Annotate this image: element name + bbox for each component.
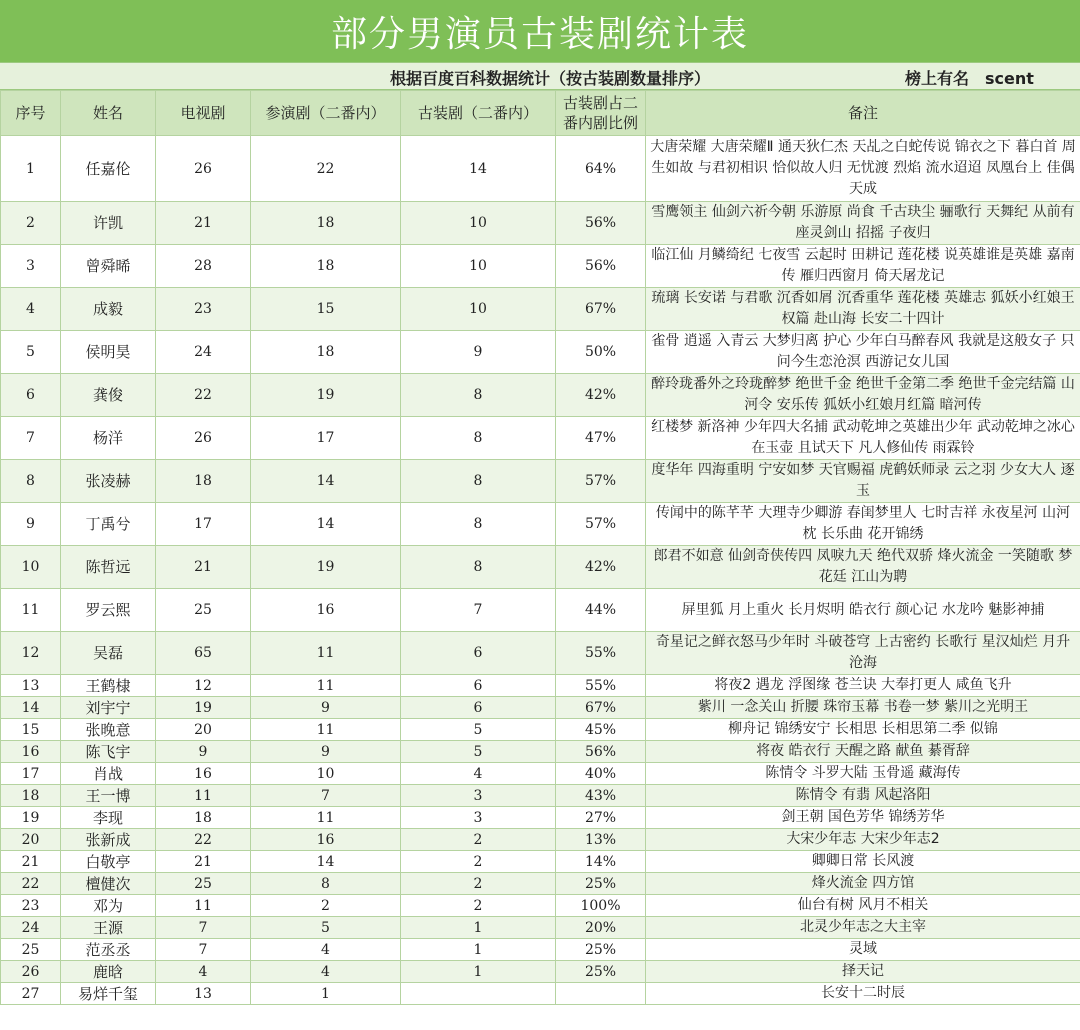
- cell-main: 19: [251, 374, 401, 417]
- cell-costume: 8: [401, 546, 556, 589]
- cell-main: 14: [251, 851, 401, 873]
- cell-no: 24: [1, 917, 61, 939]
- cell-note: 大唐荣耀 大唐荣耀Ⅱ 通天狄仁杰 天乩之白蛇传说 锦衣之下 暮白首 周生如故 与君初相识 恰似故人归 无忧渡 烈焰 流水迢迢 凤凰台上 佳偶天成: [646, 136, 1080, 202]
- cell-note: 长安十二时辰: [646, 983, 1080, 1005]
- cell-ratio: 44%: [556, 589, 646, 632]
- cell-ratio: 42%: [556, 546, 646, 589]
- cell-note: 郎君不如意 仙剑奇侠传四 凤唳九天 绝代双骄 烽火流金 一笑随歌 梦花廷 江山为聘: [646, 546, 1080, 589]
- table-row: [1, 983, 1080, 1005]
- cell-name: 成毅: [61, 288, 156, 331]
- cell-note: 度华年 四海重明 宁安如梦 天官赐福 虎鹤妖师录 云之羽 少女大人 逐玉: [646, 460, 1080, 503]
- cell-costume: 14: [401, 136, 556, 202]
- cell-name: 丁禹兮: [61, 503, 156, 546]
- cell-note: 紫川 一念关山 折腰 珠帘玉幕 书卷一梦 紫川之光明王: [646, 697, 1080, 719]
- cell-costume: 8: [401, 374, 556, 417]
- cell-tv: 22: [156, 374, 251, 417]
- cell-costume: 2: [401, 851, 556, 873]
- cell-note: 择天记: [646, 961, 1080, 983]
- cell-ratio: 43%: [556, 785, 646, 807]
- cell-name: 刘宇宁: [61, 697, 156, 719]
- table-row: [1, 961, 1080, 983]
- cell-tv: 12: [156, 675, 251, 697]
- cell-ratio: 67%: [556, 697, 646, 719]
- cell-tv: 16: [156, 763, 251, 785]
- table-row: [1, 460, 1080, 503]
- cell-costume: 5: [401, 719, 556, 741]
- cell-ratio: 55%: [556, 675, 646, 697]
- cell-note: 将夜2 遇龙 浮图缘 苍兰诀 大奉打更人 咸鱼飞升: [646, 675, 1080, 697]
- cell-ratio: 25%: [556, 873, 646, 895]
- cell-note: 传闻中的陈芊芊 大理寺少卿游 春闺梦里人 七时吉祥 永夜星河 山河枕 长乐曲 花开锦绣: [646, 503, 1080, 546]
- table-row: [1, 417, 1080, 460]
- col-header-main: 参演剧（二番内）: [251, 91, 401, 136]
- cell-tv: 18: [156, 807, 251, 829]
- cell-no: 12: [1, 632, 61, 675]
- cell-costume: 2: [401, 829, 556, 851]
- cell-ratio: 56%: [556, 202, 646, 245]
- cell-no: 8: [1, 460, 61, 503]
- cell-costume: 10: [401, 288, 556, 331]
- cell-costume: 1: [401, 939, 556, 961]
- cell-name: 任嘉伦: [61, 136, 156, 202]
- cell-no: 27: [1, 983, 61, 1005]
- cell-main: 4: [251, 961, 401, 983]
- col-header-no: 序号: [1, 91, 61, 136]
- cell-note: 烽火流金 四方馆: [646, 873, 1080, 895]
- cell-name: 曾舜晞: [61, 245, 156, 288]
- cell-tv: 19: [156, 697, 251, 719]
- cell-no: 14: [1, 697, 61, 719]
- table-row: [1, 873, 1080, 895]
- cell-note: 北灵少年志之大主宰: [646, 917, 1080, 939]
- cell-no: 15: [1, 719, 61, 741]
- cell-tv: 13: [156, 983, 251, 1005]
- cell-ratio: 47%: [556, 417, 646, 460]
- cell-ratio: 100%: [556, 895, 646, 917]
- cell-ratio: 25%: [556, 961, 646, 983]
- cell-name: 肖战: [61, 763, 156, 785]
- cell-ratio: 67%: [556, 288, 646, 331]
- cell-name: 易烊千玺: [61, 983, 156, 1005]
- cell-ratio: [556, 983, 646, 1005]
- cell-note: 大宋少年志 大宋少年志2: [646, 829, 1080, 851]
- cell-ratio: 27%: [556, 807, 646, 829]
- cell-name: 陈飞宇: [61, 741, 156, 763]
- cell-note: 仙台有树 风月不相关: [646, 895, 1080, 917]
- cell-no: 17: [1, 763, 61, 785]
- cell-name: 张晚意: [61, 719, 156, 741]
- cell-name: 鹿晗: [61, 961, 156, 983]
- cell-note: 醉玲珑番外之玲珑醉梦 绝世千金 绝世千金第二季 绝世千金完结篇 山河令 安乐传 狐妖小红娘月红篇 暗河传: [646, 374, 1080, 417]
- cell-costume: 1: [401, 961, 556, 983]
- table-row: [1, 763, 1080, 785]
- cell-ratio: 50%: [556, 331, 646, 374]
- cell-note: 卿卿日常 长风渡: [646, 851, 1080, 873]
- cell-main: 1: [251, 983, 401, 1005]
- cell-costume: 6: [401, 675, 556, 697]
- col-header-costume: 古装剧（二番内）: [401, 91, 556, 136]
- cell-name: 檀健次: [61, 873, 156, 895]
- cell-tv: 9: [156, 741, 251, 763]
- col-header-ratio: 古装剧占二番内剧比例: [556, 91, 646, 136]
- cell-name: 张新成: [61, 829, 156, 851]
- col-header-note: 备注: [646, 91, 1080, 136]
- table-row: [1, 785, 1080, 807]
- table-row: [1, 917, 1080, 939]
- cell-name: 张凌赫: [61, 460, 156, 503]
- table-row: [1, 895, 1080, 917]
- cell-costume: 6: [401, 697, 556, 719]
- cell-note: 陈情令 有翡 风起洛阳: [646, 785, 1080, 807]
- cell-tv: 18: [156, 460, 251, 503]
- cell-name: 白敬亭: [61, 851, 156, 873]
- cell-name: 陈哲远: [61, 546, 156, 589]
- table-row: [1, 939, 1080, 961]
- cell-tv: 4: [156, 961, 251, 983]
- table-row: [1, 202, 1080, 245]
- table-row: [1, 632, 1080, 675]
- cell-tv: 23: [156, 288, 251, 331]
- cell-main: 14: [251, 503, 401, 546]
- cell-costume: 2: [401, 895, 556, 917]
- cell-main: 8: [251, 873, 401, 895]
- table-row: [1, 851, 1080, 873]
- cell-tv: 24: [156, 331, 251, 374]
- table-row: [1, 675, 1080, 697]
- table-row: [1, 245, 1080, 288]
- cell-main: 7: [251, 785, 401, 807]
- cell-note: 将夜 皓衣行 天醒之路 献鱼 綦胥辞: [646, 741, 1080, 763]
- table-row: [1, 697, 1080, 719]
- cell-tv: 21: [156, 546, 251, 589]
- cell-main: 18: [251, 331, 401, 374]
- cell-name: 范丞丞: [61, 939, 156, 961]
- table-row: [1, 719, 1080, 741]
- cell-note: 琉璃 长安诺 与君歌 沉香如屑 沉香重华 莲花楼 英雄志 狐妖小红娘王权篇 赴山海 长安二十四计: [646, 288, 1080, 331]
- cell-costume: 8: [401, 417, 556, 460]
- cell-main: 11: [251, 632, 401, 675]
- cell-ratio: 55%: [556, 632, 646, 675]
- cell-tv: 26: [156, 417, 251, 460]
- cell-ratio: 20%: [556, 917, 646, 939]
- cell-note: 红楼梦 新洛神 少年四大名捕 武动乾坤之英雄出少年 武动乾坤之冰心在玉壶 且试天下 凡人修仙传 雨霖铃: [646, 417, 1080, 460]
- cell-ratio: 56%: [556, 741, 646, 763]
- cell-note: 屏里狐 月上重火 长月烬明 皓衣行 颜心记 水龙吟 魅影神捕: [646, 589, 1080, 632]
- cell-main: 22: [251, 136, 401, 202]
- cell-tv: 22: [156, 829, 251, 851]
- col-header-tv: 电视剧: [156, 91, 251, 136]
- cell-tv: 28: [156, 245, 251, 288]
- cell-no: 21: [1, 851, 61, 873]
- cell-costume: 3: [401, 785, 556, 807]
- cell-note: 灵域: [646, 939, 1080, 961]
- cell-name: 罗云熙: [61, 589, 156, 632]
- cell-tv: 20: [156, 719, 251, 741]
- cell-ratio: 13%: [556, 829, 646, 851]
- cell-tv: 11: [156, 785, 251, 807]
- cell-costume: 6: [401, 632, 556, 675]
- cell-name: 王一博: [61, 785, 156, 807]
- cell-note: 雀骨 逍遥 入青云 大梦归离 护心 少年白马醉春风 我就是这般女子 只问今生恋沧溟 西游记女儿国: [646, 331, 1080, 374]
- cell-costume: 2: [401, 873, 556, 895]
- cell-main: 9: [251, 741, 401, 763]
- cell-main: 16: [251, 589, 401, 632]
- cell-main: 11: [251, 719, 401, 741]
- cell-main: 4: [251, 939, 401, 961]
- credit-text: 榜上有名 scent: [905, 69, 1034, 88]
- cell-no: 20: [1, 829, 61, 851]
- cell-no: 2: [1, 202, 61, 245]
- cell-main: 17: [251, 417, 401, 460]
- cell-costume: 3: [401, 807, 556, 829]
- cell-name: 侯明昊: [61, 331, 156, 374]
- cell-ratio: 25%: [556, 939, 646, 961]
- cell-main: 5: [251, 917, 401, 939]
- cell-note: 奇星记之鲜衣怒马少年时 斗破苍穹 上古密约 长歌行 星汉灿烂 月升沧海: [646, 632, 1080, 675]
- table-row: [1, 589, 1080, 632]
- cell-main: 19: [251, 546, 401, 589]
- table-row: [1, 829, 1080, 851]
- cell-no: 16: [1, 741, 61, 763]
- subtitle-text: 根据百度百科数据统计（按古装剧数量排序）: [389, 69, 710, 88]
- cell-name: 杨洋: [61, 417, 156, 460]
- cell-costume: 7: [401, 589, 556, 632]
- cell-no: 11: [1, 589, 61, 632]
- cell-costume: 10: [401, 245, 556, 288]
- cell-no: 18: [1, 785, 61, 807]
- cell-tv: 7: [156, 917, 251, 939]
- table-row: [1, 374, 1080, 417]
- table-row: [1, 807, 1080, 829]
- cell-no: 5: [1, 331, 61, 374]
- cell-costume: 4: [401, 763, 556, 785]
- cell-main: 11: [251, 675, 401, 697]
- cell-ratio: 14%: [556, 851, 646, 873]
- cell-no: 22: [1, 873, 61, 895]
- table-row: [1, 136, 1080, 202]
- cell-ratio: 57%: [556, 460, 646, 503]
- cell-tv: 26: [156, 136, 251, 202]
- table-row: [1, 503, 1080, 546]
- cell-name: 王源: [61, 917, 156, 939]
- cell-costume: 8: [401, 503, 556, 546]
- cell-main: 10: [251, 763, 401, 785]
- cell-ratio: 42%: [556, 374, 646, 417]
- cell-main: 2: [251, 895, 401, 917]
- cell-no: 7: [1, 417, 61, 460]
- cell-costume: 5: [401, 741, 556, 763]
- cell-tv: 17: [156, 503, 251, 546]
- cell-ratio: 45%: [556, 719, 646, 741]
- cell-name: 吴磊: [61, 632, 156, 675]
- cell-note: 柳舟记 锦绣安宁 长相思 长相思第二季 似锦: [646, 719, 1080, 741]
- cell-name: 王鹤棣: [61, 675, 156, 697]
- cell-tv: 11: [156, 895, 251, 917]
- cell-costume: 10: [401, 202, 556, 245]
- cell-no: 3: [1, 245, 61, 288]
- cell-ratio: 64%: [556, 136, 646, 202]
- cell-note: 雪鹰领主 仙剑六祈今朝 乐游原 尚食 千古玦尘 骊歌行 天舞纪 从前有座灵剑山 招摇 子夜归: [646, 202, 1080, 245]
- cell-tv: 65: [156, 632, 251, 675]
- cell-note: 陈情令 斗罗大陆 玉骨遥 藏海传: [646, 763, 1080, 785]
- cell-no: 25: [1, 939, 61, 961]
- col-header-name: 姓名: [61, 91, 156, 136]
- cell-note: 剑王朝 国色芳华 锦绣芳华: [646, 807, 1080, 829]
- cell-no: 1: [1, 136, 61, 202]
- table-row: [1, 331, 1080, 374]
- cell-no: 10: [1, 546, 61, 589]
- cell-main: 11: [251, 807, 401, 829]
- table-header-row: [1, 91, 1080, 136]
- cell-costume: [401, 983, 556, 1005]
- subtitle-bar: [0, 62, 1080, 90]
- cell-no: 4: [1, 288, 61, 331]
- cell-no: 23: [1, 895, 61, 917]
- cell-tv: 21: [156, 202, 251, 245]
- cell-main: 9: [251, 697, 401, 719]
- cell-name: 李现: [61, 807, 156, 829]
- table-row: [1, 741, 1080, 763]
- cell-main: 18: [251, 202, 401, 245]
- cell-ratio: 57%: [556, 503, 646, 546]
- cell-ratio: 40%: [556, 763, 646, 785]
- cell-name: 邓为: [61, 895, 156, 917]
- cell-tv: 25: [156, 873, 251, 895]
- cell-tv: 25: [156, 589, 251, 632]
- cell-main: 18: [251, 245, 401, 288]
- cell-no: 26: [1, 961, 61, 983]
- cell-costume: 8: [401, 460, 556, 503]
- cell-no: 13: [1, 675, 61, 697]
- table-row: [1, 288, 1080, 331]
- cell-no: 9: [1, 503, 61, 546]
- cell-main: 14: [251, 460, 401, 503]
- table-row: [1, 546, 1080, 589]
- stats-table: [0, 90, 1080, 1005]
- cell-name: 龚俊: [61, 374, 156, 417]
- cell-no: 19: [1, 807, 61, 829]
- page-title: 部分男演员古装剧统计表: [0, 0, 1080, 62]
- cell-note: 临江仙 月鳞绮纪 七夜雪 云起时 田耕记 莲花楼 说英雄谁是英雄 嘉南传 雁归西窗月 倚天屠龙记: [646, 245, 1080, 288]
- cell-costume: 9: [401, 331, 556, 374]
- cell-name: 许凯: [61, 202, 156, 245]
- cell-costume: 1: [401, 917, 556, 939]
- cell-main: 16: [251, 829, 401, 851]
- cell-ratio: 56%: [556, 245, 646, 288]
- cell-tv: 21: [156, 851, 251, 873]
- cell-no: 6: [1, 374, 61, 417]
- cell-tv: 7: [156, 939, 251, 961]
- cell-main: 15: [251, 288, 401, 331]
